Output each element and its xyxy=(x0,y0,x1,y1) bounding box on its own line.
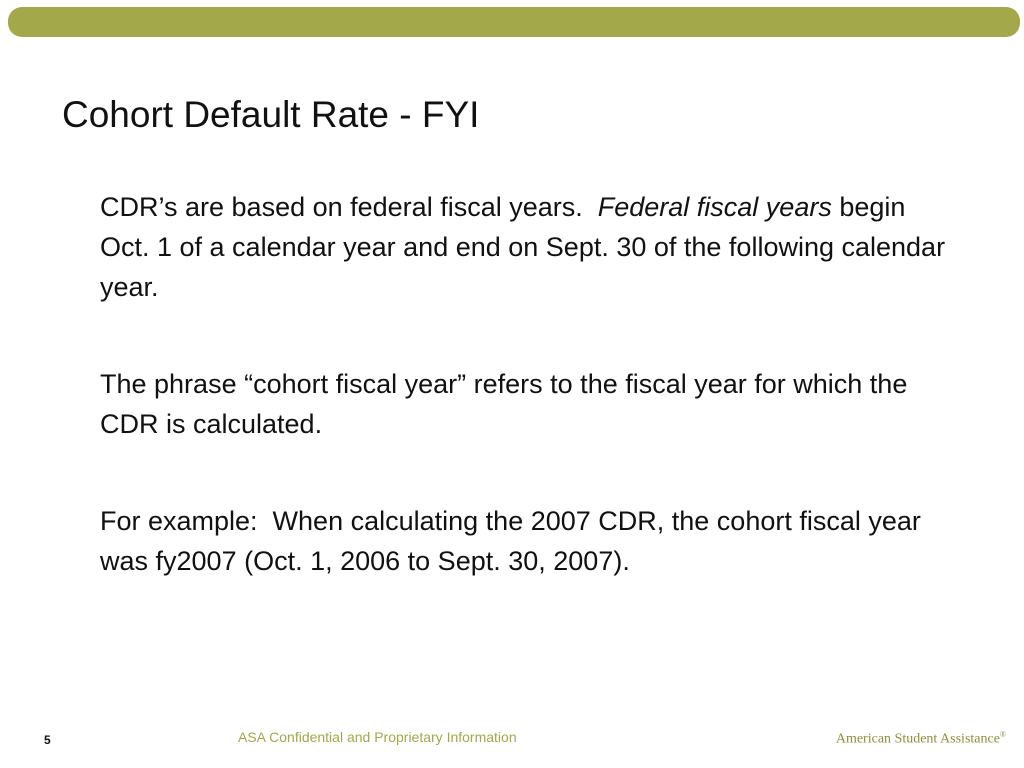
paragraph-fiscal-years-text-2: begin Oct. 1 of a calendar year and end on Sept. 30 of the following calendar year. xyxy=(100,192,946,302)
footer-brand-logo xyxy=(836,730,1006,748)
paragraph-fiscal-years xyxy=(100,187,950,307)
header-accent-bar xyxy=(8,7,1020,37)
slide-title: Cohort Default Rate - FYI xyxy=(62,94,480,135)
footer-confidential-notice: ASA Confidential and Proprietary Information xyxy=(238,729,517,745)
footer-brand-name: American Student Assistance xyxy=(835,731,1000,747)
slide-body xyxy=(100,187,950,638)
page-number: 5 xyxy=(44,733,51,747)
paragraph-example: For example: When calculating the 2007 CDR, the cohort fiscal year was fy2007 (Oct. 1, 2006 to Sept. 30, 2007). xyxy=(100,506,921,576)
paragraph-fiscal-years-italic: Federal fiscal years xyxy=(597,192,832,222)
paragraph-fiscal-years-text-1: CDR’s are based on federal fiscal years. xyxy=(100,192,598,222)
paragraph-cohort-fiscal-year: The phrase “cohort fiscal year” refers to the fiscal year for which the CDR is calculated. xyxy=(100,369,908,439)
footer-brand-registered-mark: ® xyxy=(999,730,1006,739)
